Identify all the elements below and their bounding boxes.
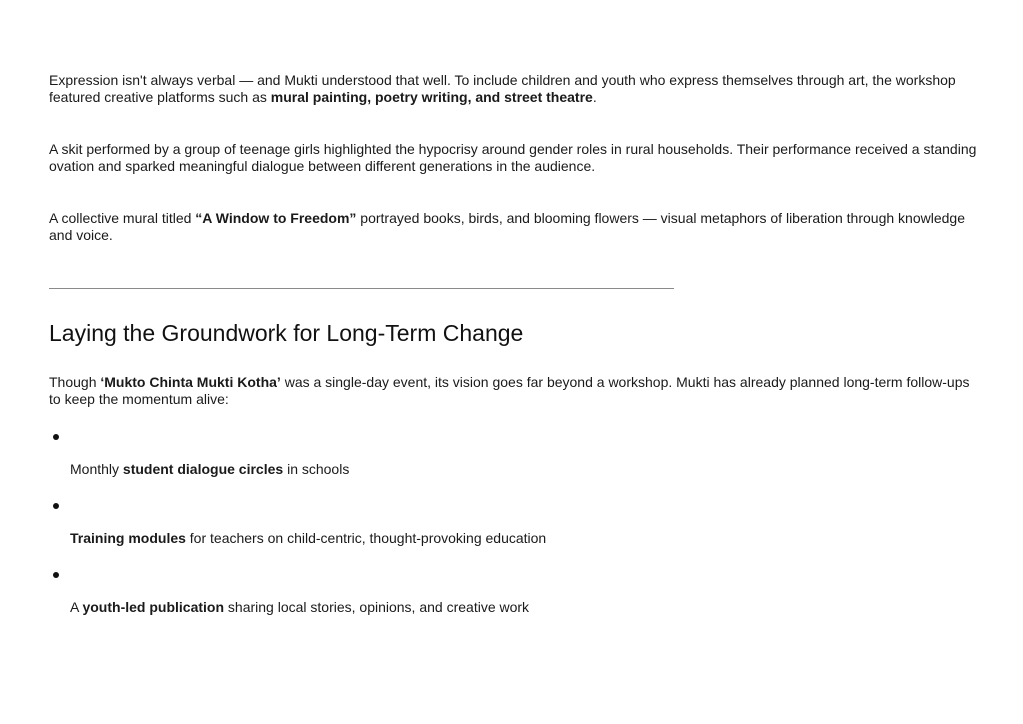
event-name: ‘Mukto Chinta Mukti Kotha’: [100, 374, 281, 390]
list-item-text: [70, 599, 979, 616]
article-body: [49, 72, 979, 635]
highlight-text: mural painting, poetry writing, and street theatre: [270, 89, 593, 105]
paragraph-text: portrayed books, birds, and blooming flowers — visual metaphors of liberation through knowledge and voice.: [49, 210, 965, 243]
paragraph-mural: [49, 210, 979, 244]
item-text-after: for teachers on child-centric, thought-provoking education: [185, 530, 547, 546]
paragraph-text: was a single-day event, its vision goes far beyond a workshop. Mukti has already planned long-term follow-ups to keep the momentum alive:: [49, 374, 970, 407]
item-text-after: sharing local stories, opinions, and creative work: [224, 599, 530, 615]
paragraph-skit: A skit performed by a group of teenage girls highlighted the hypocrisy around gender roles in rural households. Their performance received a standing ovation and sparked meaningful dialogue between different generations in the audience.: [49, 141, 977, 174]
bullet-icon: [70, 497, 979, 514]
item-highlight: youth-led publication: [82, 599, 225, 615]
list-item-text: [70, 530, 979, 547]
bullet-icon: [70, 566, 979, 583]
section-heading: Laying the Groundwork for Long-Term Change: [49, 320, 524, 346]
list-item: [49, 428, 979, 478]
list-item: [49, 566, 979, 616]
item-text-before: Monthly: [70, 461, 123, 477]
section-divider: [49, 288, 674, 289]
bullet-icon: [70, 428, 979, 445]
mural-title: “A Window to Freedom”: [195, 210, 357, 226]
paragraph-text: Though: [49, 374, 101, 390]
paragraph-text: A collective mural titled: [49, 210, 196, 226]
item-highlight: student dialogue circles: [122, 461, 284, 477]
paragraph-intro: [49, 374, 979, 408]
followup-list: [49, 428, 979, 616]
item-text-after: in schools: [283, 461, 350, 477]
paragraph-end: .: [592, 89, 597, 105]
list-item-text: [70, 461, 979, 478]
paragraph-text: Expression isn't always verbal — and Mukti understood that well. To include children and youth who express themselves through art, the workshop featured creative platforms such as: [49, 72, 956, 105]
paragraph-creative-expression: [49, 72, 979, 106]
item-highlight: Training modules: [70, 530, 186, 546]
list-item: [49, 497, 979, 547]
item-text-before: A: [70, 599, 83, 615]
